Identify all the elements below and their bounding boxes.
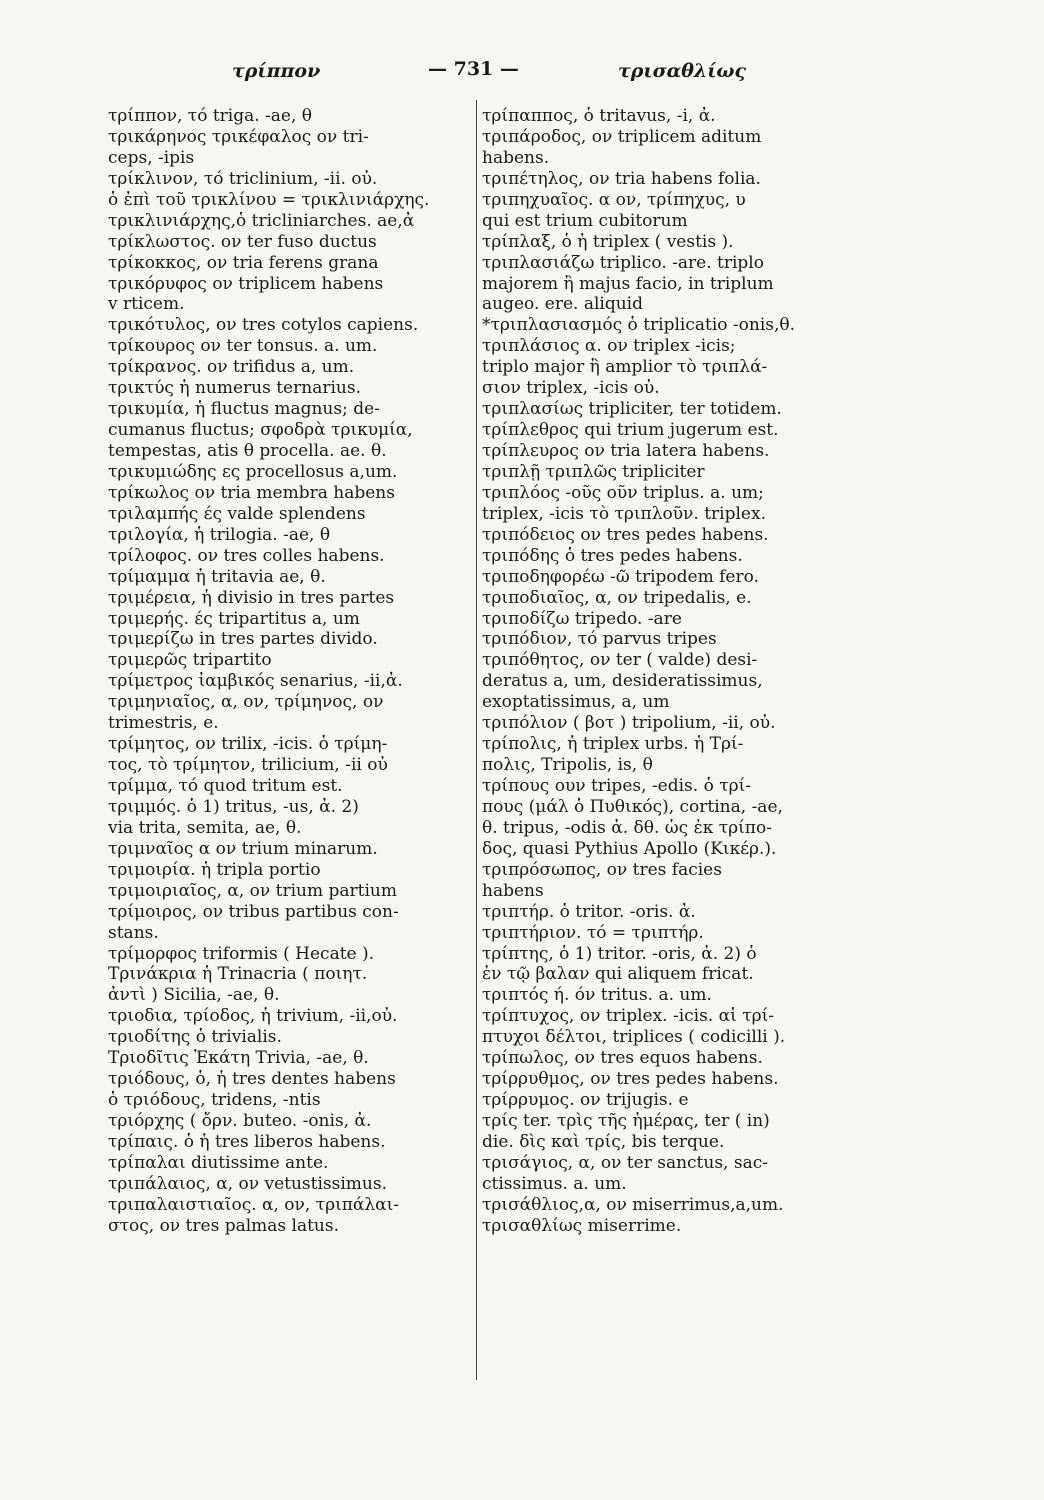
page-header	[0, 52, 1044, 92]
entry-line: τριοδίτης ὁ trivialis.	[108, 1027, 282, 1048]
entry-line: τρίμμα, τό quod tritum est.	[108, 776, 343, 796]
entry-line: τρίπαππος, ὁ tritavus, -i, ἀ.	[482, 106, 716, 126]
entry-line: τριπλόος -οῦς οῦν triplus. a. um;	[482, 482, 764, 503]
entry-line: τριπάροδος, ον triplicem aditum	[482, 126, 762, 147]
entry-line: πολις, Tripolis, is, θ	[482, 755, 653, 776]
entry-line: τριπόλιον ( βοτ ) tripolium, -ii, οὐ.	[482, 713, 776, 734]
entry-line: τριπρόσωπος, ον tres facies	[482, 859, 722, 880]
left-column	[108, 106, 474, 1237]
entry-line: τρίκρανος. ον trifidus a, um.	[108, 357, 355, 378]
entry-line: τριπλασίως tripliciter, ter totidem.	[482, 399, 782, 420]
entry-line: τριπλασιάζω triplico. -are. triplo	[482, 252, 764, 273]
entry-line: τρίπολις, ἡ triplex urbs. ἡ Τρί-	[482, 734, 744, 755]
entry-line: τρίπλεθρος qui trium jugerum est.	[482, 420, 779, 441]
entry-line: τριπτήριον. τό = τριπτήρ.	[482, 922, 704, 943]
entry-line: Τριοδῖτις Ἑκάτη Trivia, -ae, θ.	[108, 1048, 369, 1069]
right-column	[482, 106, 872, 1237]
entry-line: τρίμετρος ἰαμβικός senarius, -ii,ἀ.	[108, 671, 403, 692]
entry-line: τρίμορφος triformis ( Hecate ).	[108, 943, 375, 964]
entry-line: habens.	[482, 147, 550, 168]
entry-line: τριπόθητος, ον ter ( valde) desi-	[482, 650, 758, 671]
entry-line: τριπαλαιστιαῖος. α, ον, τριπάλαι-	[108, 1194, 400, 1215]
entry-line: τρίπλευρος ον tria latera habens.	[482, 441, 770, 461]
entry-line: στος, ον tres palmas latus.	[108, 1215, 340, 1236]
entry-line: τρίππον, τό triga. -ae, θ	[108, 106, 313, 126]
entry-line: τρίμοιρος, ον tribus partibus con-	[108, 901, 399, 922]
entry-line: τριμναῖος α ον trium minarum.	[108, 838, 378, 859]
entry-line: τρικάρηνος τρικέφαλος ον tri-	[108, 126, 369, 147]
entry-line: τρίπαις. ὁ ἡ tres liberos habens.	[108, 1131, 386, 1152]
entry-line: τριποδίζω tripedo. -are	[482, 608, 682, 629]
entry-line: ctissimus. a. um.	[482, 1173, 627, 1194]
entry-line: τριμηνιαῖος, α, ον, τρίμηνος, ον	[108, 692, 384, 713]
entry-line: τρίρρυθμος, ον tres pedes habens.	[482, 1069, 779, 1090]
entry-line: τριλαμπής ές valde splendens	[108, 503, 366, 524]
page-number: — 731 —	[428, 58, 519, 80]
entry-line: τριποδηφορέω -ῶ tripodem fero.	[482, 566, 759, 587]
entry-line: tempestas, atis θ procella. ae. θ.	[108, 441, 387, 461]
entry-line: τριπλῇ τριπλῶς tripliciter	[482, 461, 705, 482]
entry-line: τρικότυλος, ον tres cotylos capiens.	[108, 315, 419, 336]
entry-line: τριπτός ή. όν tritus. a. um.	[482, 985, 712, 1006]
entry-line: τριπόδειος ον tres pedes habens.	[482, 524, 769, 545]
entry-line: ceps, -ipis	[108, 147, 195, 168]
entry-line: τρίμητος, ον trilix, -icis. ὁ τρίμη-	[108, 734, 388, 755]
entry-line: τρίκλωστος. ον ter fuso ductus	[108, 231, 377, 252]
entry-line: τρίλοφος. ον tres colles habens.	[108, 545, 385, 566]
entry-line: σιον triplex, -icis οὐ.	[482, 378, 660, 399]
entry-line: δος, quasi Pythius Apollo (Κικέρ.).	[482, 838, 777, 859]
entry-line: τρίκουρος ον ter tonsus. a. um.	[108, 336, 378, 357]
entry-line: deratus a, um, desideratissimus,	[482, 671, 763, 692]
entry-line: τριπάλαιος, α, ον vetustissimus.	[108, 1173, 387, 1194]
entry-line: trimestris, e.	[108, 713, 219, 734]
entry-line: Τρινάκρια ἡ Trinacria ( ποιητ.	[108, 964, 368, 985]
entry-line: τριμέρεια, ἡ divisio in tres partes	[108, 587, 395, 608]
entry-line: τριπέτηλος, ον tria habens folia.	[482, 168, 761, 189]
entry-line: stans.	[108, 922, 159, 943]
entry-line: τρικτύς ἡ numerus ternarius.	[108, 378, 361, 399]
entry-line: τριπηχυαῖος. α ον, τρίπηχυς, υ	[482, 189, 746, 210]
entry-line: τριλογία, ἡ trilogia. -ae, θ	[108, 524, 331, 545]
entry-line: qui est trium cubitorum	[482, 210, 688, 231]
entry-line: ὁ ἐπὶ τοῦ τρικλίνου = τρικλινιάρχης.	[108, 189, 430, 210]
entry-line: τριμμός. ὁ 1) tritus, -us, ἀ. 2)	[108, 796, 359, 817]
header-right-guideword: τρισαθλίως	[618, 60, 747, 82]
entry-line: cumanus fluctus; σφοδρὰ τρικυμία,	[108, 420, 413, 441]
entry-line: τρίπωλος, ον tres equos habens.	[482, 1048, 763, 1069]
entry-line: τριπόδης ὁ tres pedes habens.	[482, 545, 743, 566]
entry-line: θ. tripus, -odis ἀ. δθ. ὡς ἐκ τρίπο-	[482, 817, 772, 838]
header-left-guideword: τρίππον	[232, 60, 321, 82]
entry-line: τρίπους ουν tripes, -edis. ὁ τρί-	[482, 776, 752, 796]
entry-line: τρικυμιώδης ες procellosus a,um.	[108, 461, 398, 482]
entry-line: augeo. ere. aliquid	[482, 294, 643, 315]
entry-line: τρικόρυφος ον triplicem habens	[108, 273, 384, 294]
entry-line: τριπτήρ. ὁ tritor. -oris. ἀ.	[482, 901, 696, 922]
entry-line: τριόρχης ( ὄρν. buteo. -onis, ἀ.	[108, 1111, 372, 1131]
entry-line: τρίρρυμος. ον trijugis. e	[482, 1090, 689, 1111]
entry-line: τρικλινιάρχης,ὁ tricliniarches. ae,ἀ	[108, 210, 415, 231]
entry-line: ἐν τῷ βαλαν qui aliquem fricat.	[482, 964, 754, 985]
entry-line: τρίμαμμα ἡ tritavia ae, θ.	[108, 566, 326, 587]
entry-line: τρίπτης, ὁ 1) tritor. -oris, ἀ. 2) ὁ	[482, 943, 757, 964]
entry-line: τρικυμία, ἡ fluctus magnus; de-	[108, 399, 380, 420]
entry-line: τριμερής. ές tripartitus a, um	[108, 608, 360, 629]
entry-line: πτυχοι δέλτοι, triplices ( codicilli ).	[482, 1027, 786, 1048]
entry-line: τριποδιαῖος, α, ον tripedalis, e.	[482, 587, 752, 608]
entry-line: τρίκωλος ον tria membra habens	[108, 482, 395, 503]
entry-line: τριμοιρία. ἡ tripla portio	[108, 859, 321, 880]
entry-line: habens	[482, 880, 544, 901]
entry-line: via trita, semita, ae, θ.	[108, 817, 302, 838]
entry-line: triplex, -icis τὸ τριπλοῦν. triplex.	[482, 503, 766, 524]
entry-line: *τριπλασιασμός ὁ triplicatio -onis,θ.	[482, 315, 796, 336]
entry-line: majorem ἢ majus facio, in triplum	[482, 273, 774, 294]
entry-line: exoptatissimus, a, um	[482, 692, 670, 713]
entry-line: τριπλάσιος α. ον triplex -icis;	[482, 336, 736, 357]
entry-line: τρίπτυχος, ον triplex. -icis. αἱ τρί-	[482, 1006, 775, 1027]
entry-line: τρίς ter. τρὶς τῆς ἡμέρας, ter ( in)	[482, 1111, 770, 1131]
entry-line: τρισαθλίως miserrime.	[482, 1215, 682, 1236]
entry-line: τριμερῶς tripartito	[108, 650, 272, 671]
entry-line: ἀντὶ ) Sicilia, -ae, θ.	[108, 985, 280, 1006]
entry-line: τρίπαλαι diutissime ante.	[108, 1152, 329, 1173]
entry-line: τρισάθλιος,α, ον miserrimus,a,um.	[482, 1194, 784, 1215]
entry-line: τος, τὸ τρίμητον, trilicium, -ii οὐ	[108, 755, 388, 776]
entry-line: τρίπλαξ, ὁ ἡ triplex ( vestis ).	[482, 231, 734, 252]
entry-line: τριμοιριαῖος, α, ον trium partium	[108, 880, 397, 901]
entry-line: die. δὶς καὶ τρίς, bis terque.	[482, 1131, 725, 1152]
entry-line: triplo major ἢ amplior τὸ τριπλά-	[482, 357, 768, 378]
entry-line: τριοδια, τρίοδος, ἡ trivium, -ii,οὐ.	[108, 1006, 398, 1027]
entry-line: τρίκοκκος, ον tria ferens grana	[108, 252, 379, 273]
entry-line: v rticem.	[108, 294, 185, 315]
entry-line: τριμερίζω in tres partes divido.	[108, 629, 378, 650]
column-divider	[476, 100, 477, 1380]
entry-line: τρίκλινον, τό triclinium, -ii. οὐ.	[108, 168, 378, 189]
entry-line: πους (μάλ ὁ Πυθικός), cortina, -ae,	[482, 796, 783, 817]
entry-line: τρισάγιος, α, ον ter sanctus, sac-	[482, 1152, 768, 1173]
entry-line: τριόδους, ὁ, ἡ tres dentes habens	[108, 1069, 396, 1090]
entry-line: ὁ τριόδους, tridens, -ntis	[108, 1090, 321, 1111]
entry-line: τριπόδιον, τό parvus tripes	[482, 629, 717, 650]
